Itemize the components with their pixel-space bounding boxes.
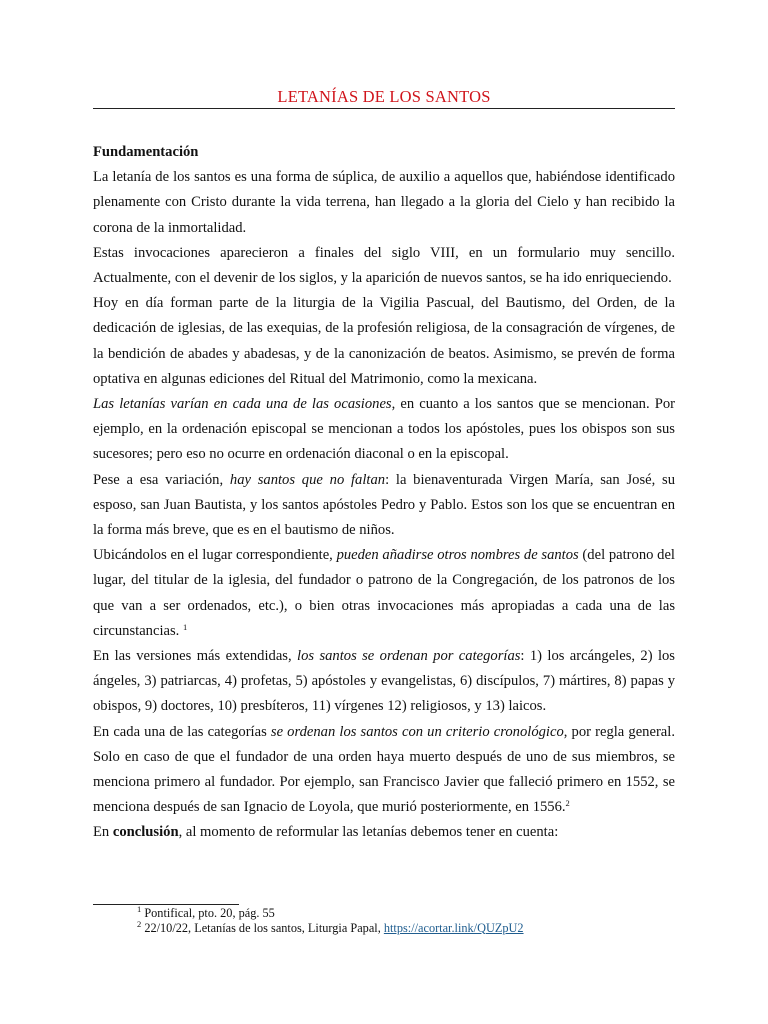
footnote-2 xyxy=(137,918,524,936)
bold-text: conclusión xyxy=(112,824,179,841)
section-heading: Fundamentación xyxy=(93,144,199,160)
footnote-separator xyxy=(93,904,239,905)
paragraph-8 xyxy=(93,720,675,821)
footnote-number: 1 xyxy=(137,904,142,914)
paragraph-4 xyxy=(93,392,675,468)
footnote-text: 22/10/22, Letanías de los santos, Liturgia Papal, xyxy=(141,920,384,935)
title-container xyxy=(93,87,675,107)
title-underline xyxy=(93,108,675,109)
paragraph-text: , por regla general. Solo en caso de que el fundador de una orden haya muerto después de uno de sus miembros, se menciona primero al fundador. Por ejemplo, san Francisco Javier que falleció primero en 1552, se menciona después de san Ignacio de Loyola, que murió posteriormente, en 1556. xyxy=(93,723,675,816)
emphasis-text: se ordenan los santos con un criterio cronológico xyxy=(270,723,564,740)
footnotes xyxy=(137,906,524,935)
footnote-link[interactable]: https://acortar.link/QUZpU2 xyxy=(383,920,524,935)
paragraph-5 xyxy=(93,468,675,544)
footnote-ref-1[interactable]: 1 xyxy=(182,621,188,632)
paragraph-text: : 1) los arcángeles, 2) los ángeles, 3) patriarcas, 4) profetas, 5) apóstoles y evangelistas, 6) discípulos, 7) mártires, 8) papas y obispos, 9) doctores, 10) presbíteros, 11) vírgenes 12) religiosos, y 13) laicos. xyxy=(93,648,675,715)
footnote-1 xyxy=(137,906,524,921)
paragraph-text: En cada una de las categorías xyxy=(93,723,271,740)
paragraph-text: En xyxy=(93,824,113,841)
paragraph-text: , al momento de reformular las letanías debemos tener en cuenta: xyxy=(178,824,559,841)
paragraph-text: : la bienaventurada Virgen María, san José, su esposo, san Juan Bautista, y los santos apóstoles Pedro y Pablo. Estos son los que se encuentran en la forma más breve, que es en el bautismo de niños. xyxy=(93,471,675,539)
paragraph-6 xyxy=(93,543,675,644)
emphasis-text: hay santos que no faltan xyxy=(229,471,386,488)
paragraph-7 xyxy=(93,644,675,720)
paragraph-text: Ubicándolos en el lugar correspondiente, xyxy=(93,547,337,564)
emphasis-text: Las letanías varían en cada una de las ocasiones xyxy=(93,396,392,413)
paragraph-text: Pese a esa variación, xyxy=(93,471,230,488)
paragraph-1: La letanía de los santos es una forma de súplica, de auxilio a aquellos que, habiéndose identificado plenamente con Cristo durante la vida terrena, han llegado a la gloria del Cielo y han recibido la corona de la inmortalidad. xyxy=(93,169,675,236)
paragraph-text: , en cuanto a los santos que se mencionan. Por ejemplo, en la ordenación episcopal se mencionan a todos los apóstoles, pues los obispos son sus sucesores; pero eso no ocurre en ordenación diaconal o en la episcopal. xyxy=(93,396,675,463)
paragraph-text: En las versiones más extendidas, xyxy=(93,648,298,665)
footnote-text: Pontifical, pto. 20, pág. 55 xyxy=(141,906,275,920)
footnote-ref-2[interactable]: 2 xyxy=(565,798,570,809)
document-body xyxy=(93,140,675,846)
footnote-number: 2 xyxy=(137,918,142,929)
emphasis-text: los santos se ordenan por categorías xyxy=(297,648,521,665)
paragraph-9 xyxy=(93,820,675,845)
paragraph-text: (del patrono del lugar, del titular de la iglesia, del fundador o patrono de la Congregación, de los patronos de los que van a ser ordenados, etc.), o bien otras invocaciones más apropiadas a cada una de las circunstancias. xyxy=(93,547,675,639)
emphasis-text: pueden añadirse otros nombres de santos xyxy=(336,547,579,564)
paragraph-3: Hoy en día forman parte de la liturgia de la Vigilia Pascual, del Bautismo, del Orden, de la dedicación de iglesias, de las exequias, de la profesión religiosa, de la consagración de vírgenes, de la bendición de abades y abadesas, y de la canonización de beatos. Asimismo, se prevén de forma optativa en algunas ediciones del Ritual del Matrimonio, como la mexicana. xyxy=(93,295,675,387)
paragraph-2: Estas invocaciones aparecieron a finales del siglo VIII, en un formulario muy sencillo. Actualmente, con el devenir de los siglos, y la aparición de nuevos santos, se ha ido enriqueciendo. xyxy=(93,244,675,287)
document-title: LETANÍAS DE LOS SANTOS xyxy=(277,87,491,106)
